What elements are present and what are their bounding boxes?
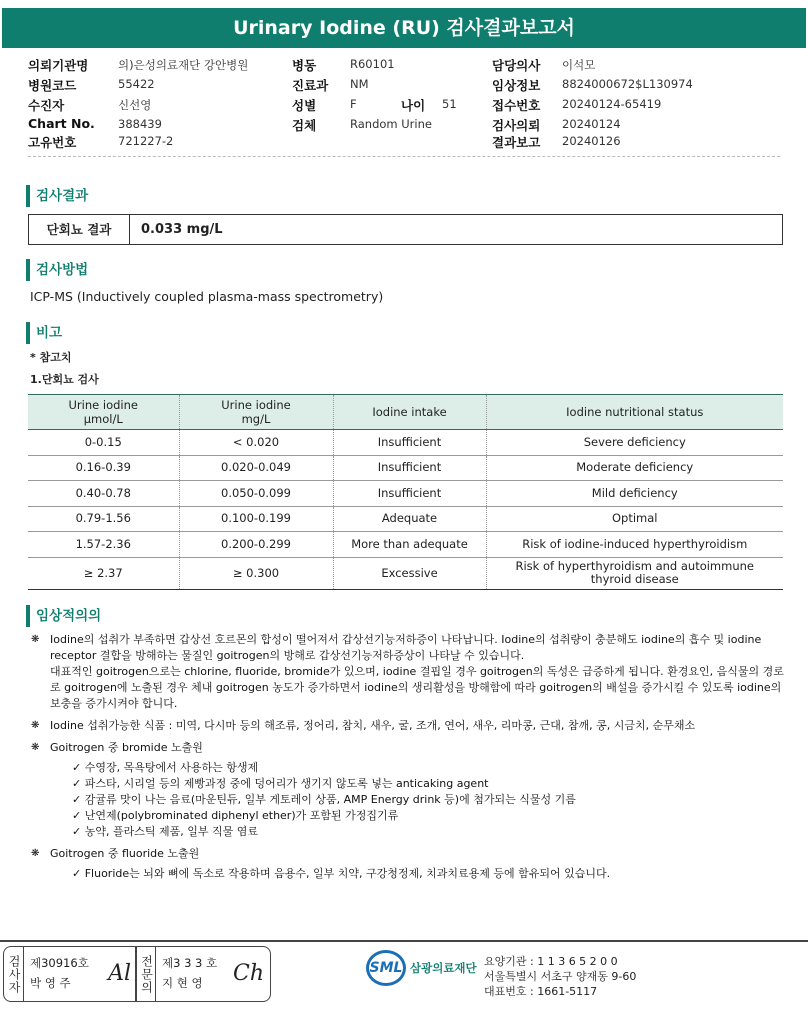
hcode-value: 55422 [118, 77, 155, 91]
chart-label: Chart No. [28, 116, 95, 131]
age-label: 나이 [401, 98, 426, 113]
specialist-license: 제3 3 3 호 [162, 956, 218, 970]
report-title: Urinary Iodine (RU) 검사결과보고서 [2, 8, 806, 48]
table-header-row [28, 395, 783, 430]
table-cell: Optimal [486, 506, 783, 532]
table-cell: Severe deficiency [486, 430, 783, 456]
lab-name: 삼광의료재단 [410, 961, 477, 975]
table-cell: Mild deficiency [486, 481, 783, 507]
table-cell: Insufficient [333, 430, 486, 456]
specimen-label: 검체 [292, 118, 317, 133]
reference-table [28, 394, 783, 590]
dept-label: 진료과 [292, 78, 329, 93]
table-row [28, 430, 783, 456]
ward-value: R60101 [350, 57, 395, 71]
specimen-value: Random Urine [350, 117, 432, 131]
col-mgl-label: Urine iodine mg/L [221, 398, 291, 426]
table-cell: Risk of hyperthyroidism and autoimmune thyroid disease [486, 557, 783, 589]
table-cell: 0.16-0.39 [28, 455, 179, 481]
col-intake-label: Iodine intake [372, 405, 447, 419]
list-item: ✓ 감귤류 맛이 나는 음료(마운틴듀, 일부 게토레이 상품, AMP Energy drink 등)에 첨가되는 식물성 기름 [72, 793, 576, 806]
request-value: 20240124 [562, 117, 621, 131]
specialist-signature: Ch [232, 961, 264, 986]
lab-code: 요양기관 : 1 1 3 6 5 2 0 0 [484, 955, 618, 968]
age-value: 51 [442, 97, 457, 111]
col-umol [28, 395, 179, 430]
clinical-text-1: Iodine의 섭취가 부족하면 갑상선 호르몬의 합성이 떨어져서 갑상선기능저하증이 나타납니다. Iodine의 섭취량이 충분해도 iodine의 흡수 및 iodine receptor 결합을 방해하는 물질인 goitrogen의 방해로 갑상선기능저하증상이 나타날 수 있습니다. [50, 633, 762, 662]
table-row [28, 455, 783, 481]
clinical-paragraph-4 [28, 846, 788, 882]
list-item: ✓ 농약, 플라스틱 제품, 일부 직물 염료 [72, 825, 258, 838]
table-cell: 0.020-0.049 [179, 455, 333, 481]
clinical-significance [28, 632, 788, 882]
result-box [28, 214, 783, 245]
table-row [28, 481, 783, 507]
tester-cell [24, 947, 136, 1001]
inst-value: 의)은성의료재단 강안병원 [118, 58, 249, 72]
clinical-text-2: Iodine 섭취가능한 식품 : 미역, 다시마 등의 해조류, 정어리, 참치, 새우, 굴, 조개, 연어, 새우, 리마콩, 근대, 참깨, 콩, 시금치, 순무채소 [50, 719, 696, 732]
section-clinical-title: 임상적의의 [26, 605, 101, 627]
table-row [28, 557, 783, 589]
table-cell: ≥ 2.37 [28, 557, 179, 589]
bullet-icon: ❋ [31, 720, 40, 731]
sml-logo-icon: SML [366, 950, 406, 986]
receipt-label: 접수번호 [492, 98, 541, 113]
chart-value: 388439 [118, 117, 162, 131]
tester-license: 제30916호 [30, 956, 89, 970]
specialist-label: 전문의 [139, 954, 154, 994]
table-cell: 0.100-0.199 [179, 506, 333, 532]
tester-signature: Al [108, 961, 131, 986]
clinical-text-1b: 대표적인 goitrogen으로는 chlorine, fluoride, bromide가 있으며, iodine 결핍일 경우 goitrogen의 독성은 급증하게 됩니다. 환경요인, 음식물의 경로로 goitrogen에 노출된 경우 체내 goitrogen 농도가 증가하면서 iodine의 생리활성을 방해함에 따라 goitrogen의 배설을 증가시킬 수 있도록 iodine의 보충을 증가시켜야 합니다. [50, 665, 784, 710]
report-date-value: 20240126 [562, 134, 621, 148]
inst-label: 의뢰기관명 [28, 58, 89, 73]
table-cell: 0.050-0.099 [179, 481, 333, 507]
table-cell: Risk of iodine-induced hyperthyroidism [486, 532, 783, 558]
lab-location: 서울특별시 서초구 양재동 9-60 [484, 970, 637, 983]
col-status [486, 395, 783, 430]
single-urine-note: 1.단회뇨 검사 [30, 373, 99, 386]
specialist-cell [156, 947, 268, 1001]
table-cell: < 0.020 [179, 430, 333, 456]
name-label: 수진자 [28, 98, 65, 113]
report-date-label: 결과보고 [492, 135, 541, 150]
clinical-info-label: 임상정보 [492, 78, 541, 93]
tester-label: 검사자 [7, 954, 21, 994]
col-mgl [179, 395, 333, 430]
clinical-info-value: 8824000672$L130974 [562, 77, 693, 91]
col-intake [333, 395, 486, 430]
signature-box [3, 946, 271, 1002]
tester-name: 박 영 주 [30, 976, 71, 990]
col-status-label: Iodine nutritional status [566, 405, 704, 419]
hcode-label: 병원코드 [28, 78, 77, 93]
dept-value: NM [350, 77, 369, 91]
lab-phone: 대표번호 : 1661-5117 [484, 985, 598, 998]
bullet-icon: ❋ [31, 634, 40, 645]
list-item: ✓ 난연제(polybrominated diphenyl ether)가 포함된 가정집기류 [72, 809, 399, 822]
specialist-vertical-label [136, 947, 156, 1001]
list-item: ✓ 파스타, 시리얼 등의 제빵과정 중에 덩어리가 생기지 않도록 넣는 anticaking agent [72, 777, 489, 790]
clinical-paragraph-3 [28, 740, 788, 840]
list-item: ✓ 수영장, 목욕탕에서 사용하는 항생제 [72, 761, 259, 774]
section-result-title: 검사결과 [26, 185, 88, 207]
table-cell: 0.79-1.56 [28, 506, 179, 532]
lab-address [484, 954, 636, 999]
section-remarks-title: 비고 [26, 322, 62, 344]
clinical-text-3: Goitrogen 중 bromide 노출원 [50, 741, 203, 754]
reference-note: * 참고치 [30, 351, 72, 364]
clinical-paragraph-1 [28, 632, 788, 712]
id-label: 고유번호 [28, 135, 77, 150]
table-cell: 1.57-2.36 [28, 532, 179, 558]
footer-divider [0, 940, 808, 942]
sex-label: 성별 [292, 98, 317, 113]
table-cell: Insufficient [333, 481, 486, 507]
table-cell: 0.40-0.78 [28, 481, 179, 507]
clinical-text-4: Goitrogen 중 fluoride 노출원 [50, 847, 200, 860]
table-cell: 0-0.15 [28, 430, 179, 456]
id-value: 721227-2 [118, 134, 174, 148]
bromide-list [50, 760, 788, 840]
fluoride-list [50, 866, 788, 882]
specialist-name: 지 현 영 [162, 976, 203, 990]
table-cell: 0.200-0.299 [179, 532, 333, 558]
table-cell: More than adequate [333, 532, 486, 558]
result-value: 0.033 mg/L [141, 222, 223, 237]
name-value: 신선영 [118, 98, 152, 112]
section-method-title: 검사방법 [26, 259, 88, 281]
bullet-icon: ❋ [31, 848, 40, 859]
list-item: ✓ Fluoride는 뇌와 뼈에 독소로 작용하며 음용수, 일부 치약, 구강청정제, 치과치료용제 등에 함유되어 있습니다. [72, 867, 611, 880]
table-cell: Insufficient [333, 455, 486, 481]
table-row [28, 532, 783, 558]
result-label: 단회뇨 결과 [29, 215, 130, 244]
table-cell: Moderate deficiency [486, 455, 783, 481]
sex-value: F [350, 97, 357, 111]
request-label: 검사의뢰 [492, 118, 541, 133]
table-cell: ≥ 0.300 [179, 557, 333, 589]
lab-logo [366, 950, 477, 986]
table-cell: Adequate [333, 506, 486, 532]
doctor-label: 담당의사 [492, 58, 541, 73]
bullet-icon: ❋ [31, 742, 40, 753]
table-cell: Excessive [333, 557, 486, 589]
col-umol-label: Urine iodine μmol/L [68, 398, 138, 426]
doctor-value: 이석모 [562, 58, 596, 72]
clinical-paragraph-2 [28, 718, 788, 734]
table-row [28, 506, 783, 532]
divider [28, 156, 780, 157]
receipt-value: 20240124-65419 [562, 97, 662, 111]
ward-label: 병동 [292, 58, 317, 73]
method-text: ICP-MS (Inductively coupled plasma-mass spectrometry) [30, 289, 384, 304]
tester-vertical-label [4, 947, 24, 1001]
